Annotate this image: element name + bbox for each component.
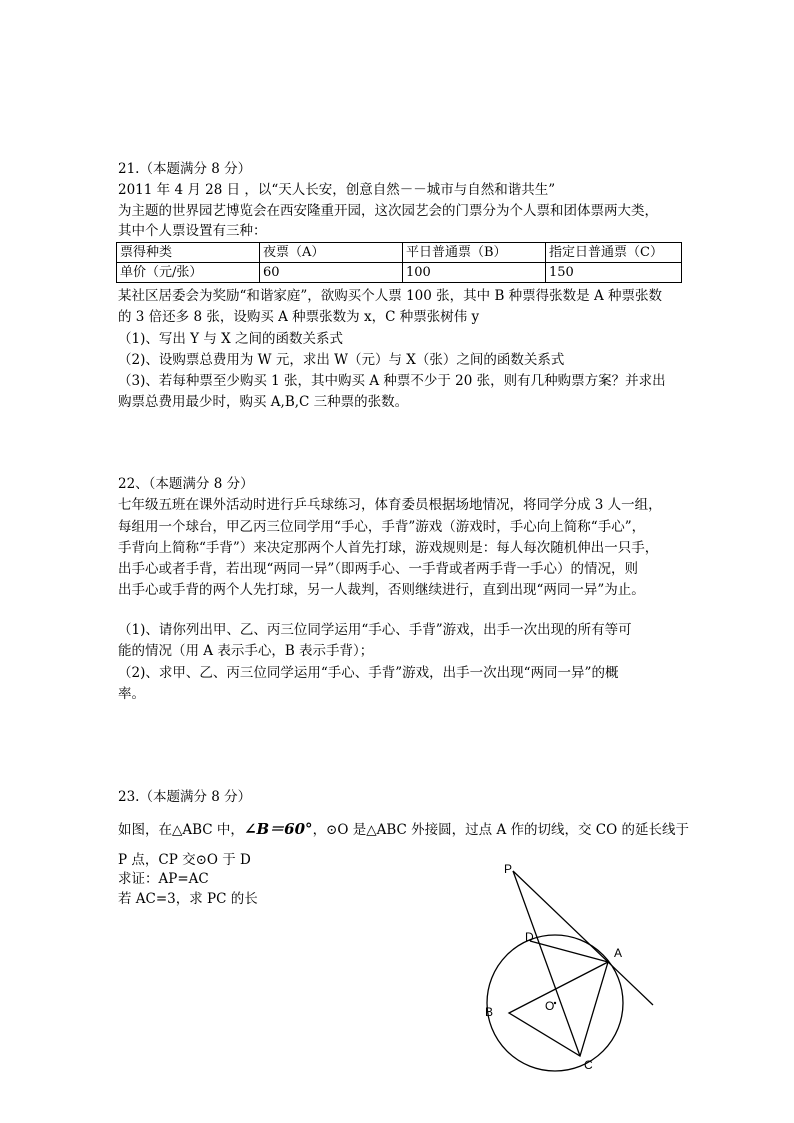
q22-para-3: 手背向上简称“手背”）来决定那两个人首先打球，游戏规则是：每人每次随机伸出一只手， xyxy=(118,540,659,556)
q21-line-1: 2011 年 4 月 28 日 ，以“天人长安，创意自然－－城市与自然和谐共生” xyxy=(118,182,556,198)
secant-line-pc xyxy=(513,871,580,1056)
q22-header: 22、（本题满分 8 分） xyxy=(118,476,254,492)
label-d: D xyxy=(525,930,534,944)
q22-para-5: 出手心或手背的两个人先打球，另一人裁判，否则继续进行，直到出现“两同一异”为止。 xyxy=(118,582,645,598)
q21-line-4: 某社区居委会为奖励“和谐家庭”，欲购买个人票 100 张，其中 B 种票得张数是 A 种票张数 xyxy=(118,288,662,304)
q23-line-3: 求证：AP=AC xyxy=(118,871,209,887)
angle-b-formula: ∠B＝60° xyxy=(243,820,313,838)
q22-sub-2a: （2)、求甲、乙、丙三位同学运用“手心、手背”游戏，出手一次出现“两同一异”的概 xyxy=(118,665,619,681)
geometry-figure xyxy=(475,858,665,1078)
q23-line-1 xyxy=(118,820,689,839)
ticket-price-table xyxy=(116,242,682,283)
q23-header: 23.（本题满分 8 分） xyxy=(118,789,252,805)
table-cell: 150 xyxy=(546,263,682,283)
label-o: O xyxy=(545,999,555,1013)
label-c: C xyxy=(584,1058,593,1072)
table-row xyxy=(117,243,682,263)
table-row xyxy=(117,263,682,283)
table-cell: 指定日普通票（C） xyxy=(546,243,682,263)
table-cell: 100 xyxy=(403,263,546,283)
q21-line-2: 为主题的世界园艺博览会在西安隆重开园，这次园艺会的门票分为个人票和团体票两大类， xyxy=(118,203,658,219)
q21-sub-3b: 购票总费用最少时，购买 A,B,C 三种票的张数。 xyxy=(118,394,409,410)
table-cell: 平日普通票（B） xyxy=(403,243,546,263)
table-cell: 票得种类 xyxy=(117,243,260,263)
q21-sub-1: （1)、写出 Y 与 X 之间的函数关系式 xyxy=(118,331,344,347)
label-p: P xyxy=(504,862,513,876)
q21-line-3: 其中个人票设置有三种： xyxy=(118,223,267,239)
q21-sub-3a: （3)、若每种票至少购买 1 张，其中购买 A 种票不少于 20 张，则有几种购票方案？并求出 xyxy=(118,373,666,389)
table-cell: 夜票（A） xyxy=(260,243,403,263)
q21-sub-2: （2)、设购票总费用为 W 元，求出 W（元）与 X（张）之间的函数关系式 xyxy=(118,352,565,368)
q22-para-2: 每组用一个球台，甲乙丙三位同学用“手心，手背”游戏（游戏时，手心向上简称“手心”， xyxy=(118,519,646,535)
q22-sub-1b: 能的情况（用 A 表示手心，B 表示手背）； xyxy=(118,643,374,659)
triangle-abc xyxy=(509,962,608,1056)
q23-line-1-pre: 如图，在△ABC 中， xyxy=(118,822,244,838)
q21-line-5: 的 3 倍还多 8 张，设购买 A 种票张数为 x，C 种票张树伟 y xyxy=(118,309,480,325)
label-b: B xyxy=(485,1005,494,1019)
q22-sub-1a: （1)、请你列出甲、乙、丙三位同学运用“手心、手背”游戏，出手一次出现的所有等可 xyxy=(118,622,632,638)
q23-line-4: 若 AC=3，求 PC 的长 xyxy=(118,891,258,907)
q22-para-4: 出手心或者手背，若出现“两同一异”（即两手心、一手背或者两手背一手心）的情况，则 xyxy=(118,561,639,577)
table-cell: 单价（元/张） xyxy=(117,263,260,283)
table-cell: 60 xyxy=(260,263,403,283)
q22-para-1: 七年级五班在课外活动时进行乒乓球练习，体育委员根据场地情况，将同学分成 3 人一组， xyxy=(118,497,662,513)
q22-sub-2b: 率。 xyxy=(118,686,145,702)
q21-header: 21.（本题满分 8 分） xyxy=(118,161,252,177)
q23-line-1-post: ，⊙O 是△ABC 外接圆，过点 A 作的切线，交 CO 的延长线于 xyxy=(312,822,689,838)
q23-line-2: P 点，CP 交⊙O 于 D xyxy=(118,852,251,868)
label-a: A xyxy=(614,946,623,960)
